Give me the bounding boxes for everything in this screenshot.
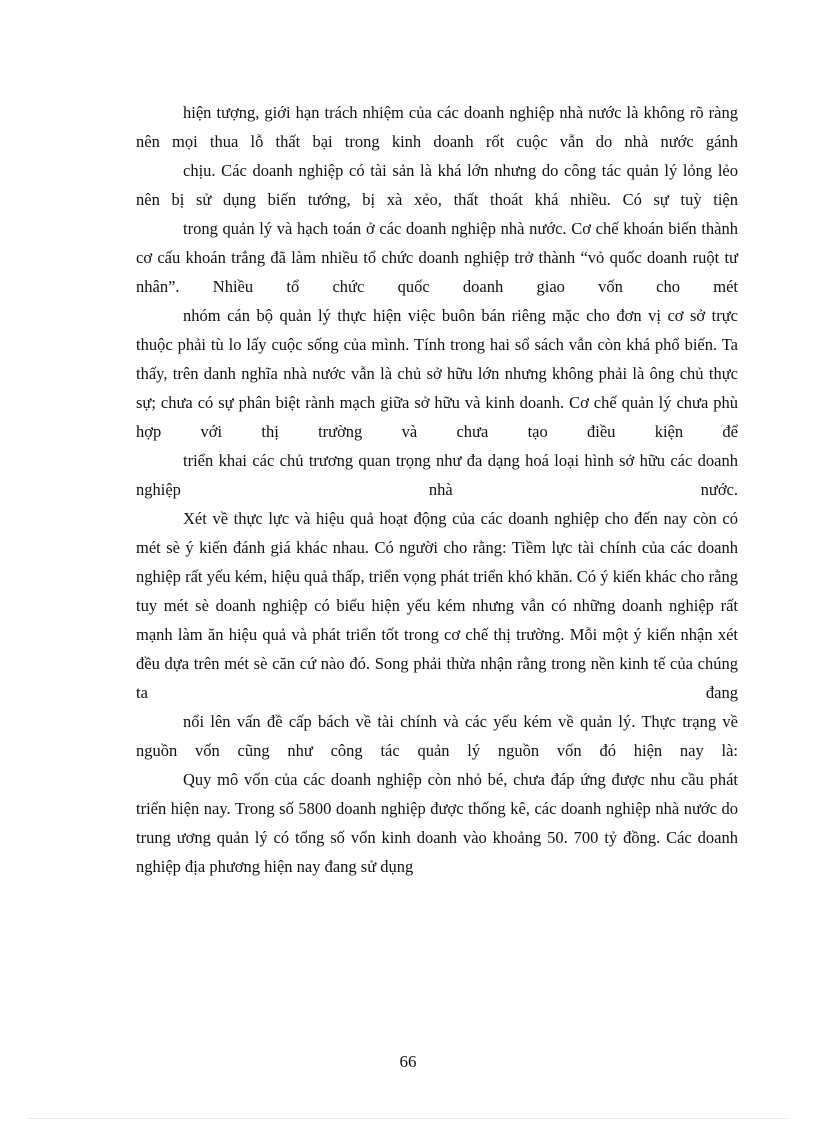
bottom-divider bbox=[28, 1118, 788, 1119]
body-text bbox=[136, 98, 738, 881]
paragraph-2: chịu. Các doanh nghiệp có tài sản là khá lớn nhưng do công tác quản lý lỏng lẻo nên bị sử dụng biến tướng, bị xà xẻo, thất thoát khá nhiều. Có sự tuỳ tiện bbox=[136, 161, 738, 209]
paragraph-1: hiện tượng, giới hạn trách nhiệm của các doanh nghiệp nhà nước là không rõ ràng nên mọi thua lỗ thất bại trong kinh doanh rốt cuộc vẫn do nhà nước gánh bbox=[136, 103, 738, 151]
paragraph-5: triển khai các chủ trương quan trọng như đa dạng hoá loại hình sở hữu các doanh nghiệp nhà nước. bbox=[136, 451, 738, 499]
page-number: 66 bbox=[399, 1052, 417, 1071]
paragraph-8: Quy mô vốn của các doanh nghiệp còn nhỏ bé, chưa đáp ứng được nhu cầu phát triển hiện nay. Trong số 5800 doanh nghiệp được thống kê, các doanh nghiệp nhà nước do trung ương quản lý có tổng số vốn kinh doanh vào khoảng 50. 700 tỷ đồng. Các doanh nghiệp địa phương hiện nay đang sử dụng bbox=[136, 770, 738, 876]
paragraph-4: nhóm cán bộ quản lý thực hiện việc buôn bán riêng mặc cho đơn vị cơ sở trực thuộc phải tù lo lấy cuộc sống của mình. Tính trong hai sổ sách vẫn còn khá phổ biến. Ta thấy, trên danh nghĩa nhà nước vẫn là chủ sở hữu lớn nhưng không phải là ông chủ thực sự; chưa có sự phân biệt rành mạch giữa sở hữu và kinh doanh. Cơ chế quản lý chưa phù hợp với thị trường và chưa tạo điều kiện để bbox=[136, 306, 738, 441]
paragraph-3: trong quản lý và hạch toán ở các doanh nghiệp nhà nước. Cơ chế khoán biến thành cơ cấu khoán trắng đã làm nhiều tổ chức doanh nghiệp trở thành “vỏ quốc doanh ruột tư nhân”. Nhiều tổ chức quốc doanh giao vốn cho mét bbox=[136, 219, 738, 296]
paragraph-6: Xét về thực lực và hiệu quả hoạt động của các doanh nghiệp cho đến nay còn có mét sè ý kiến đánh giá khác nhau. Có người cho rằng: Tiềm lực tài chính của các doanh nghiệp rất yếu kém, hiệu quả thấp, triển vọng phát triển khó khăn. Có ý kiến khác cho rằng tuy mét sè doanh nghiệp có biểu hiện yếu kém nhưng vẫn có những doanh nghiệp rất mạnh làm ăn hiệu quả và phát triển tốt trong cơ chế thị trường. Mỗi một ý kiến nhận xét đều dựa trên mét sè căn cứ nào đó. Song phải thừa nhận rằng trong nền kinh tế của chúng ta đang bbox=[136, 509, 738, 702]
paragraph-7: nổi lên vấn đề cấp bách về tài chính và các yếu kém về quản lý. Thực trạng về nguồn vốn cũng như công tác quản lý nguồn vốn đó hiện nay là: bbox=[136, 712, 738, 760]
